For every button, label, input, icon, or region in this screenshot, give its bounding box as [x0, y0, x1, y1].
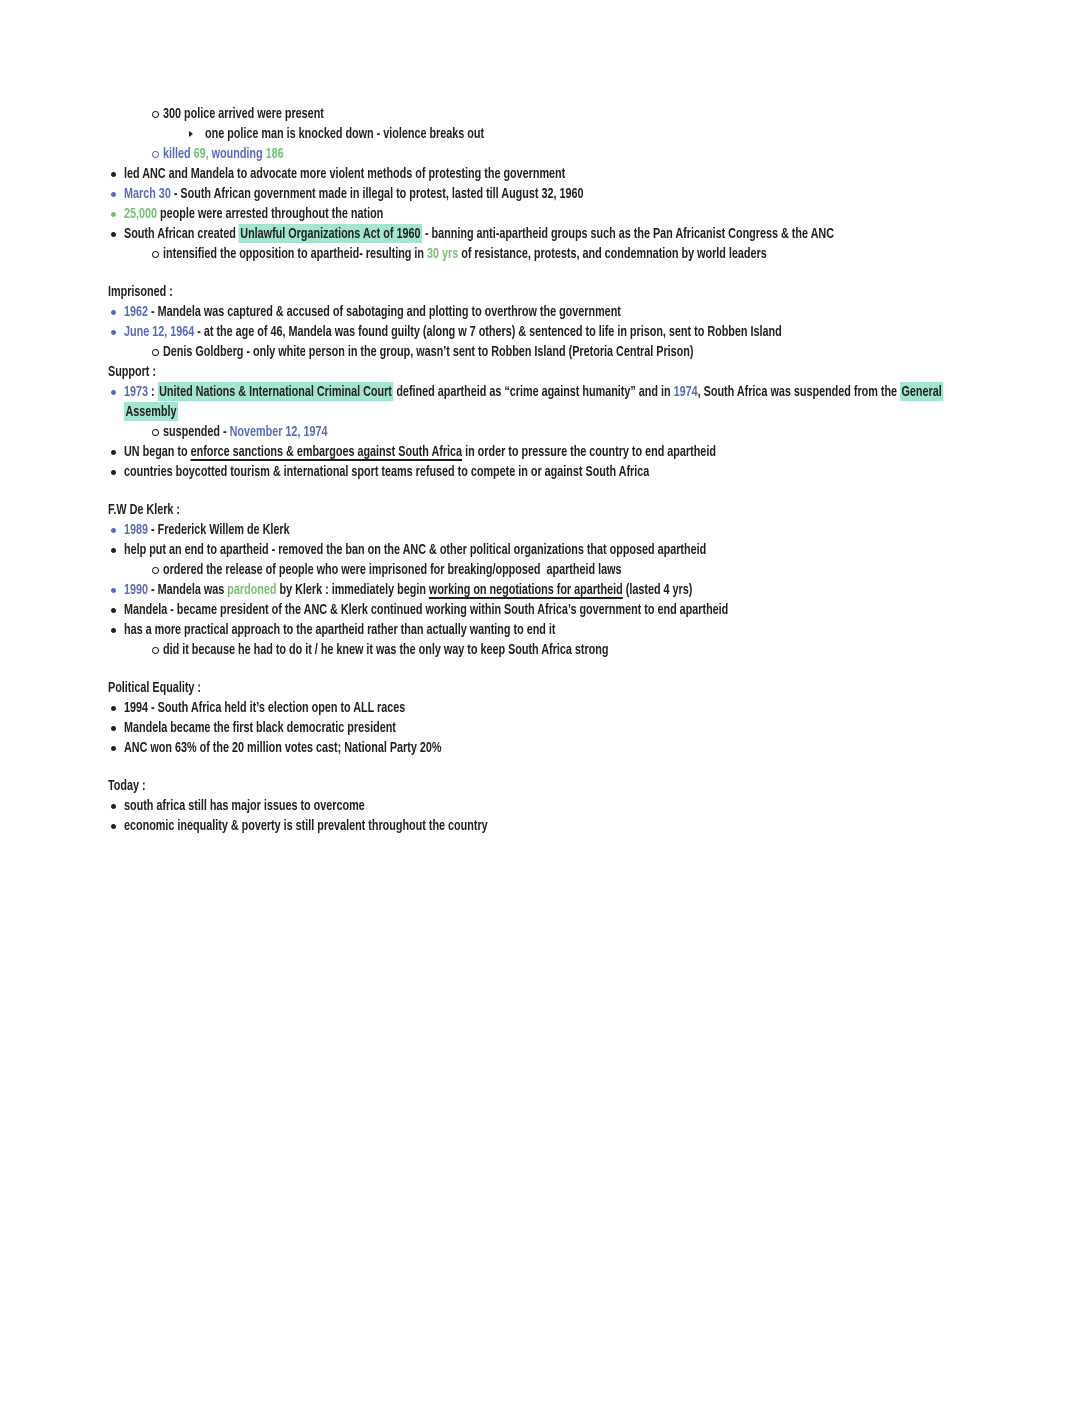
bullet-circle-icon [152, 647, 159, 654]
text-segment: wounding [208, 145, 266, 162]
note-line [108, 422, 1060, 442]
bullet-dot-icon [111, 192, 116, 197]
bullet-dot-icon [111, 172, 116, 177]
section-heading [108, 282, 1060, 302]
text-segment: 1994 - South Africa held it’s election open to ALL races [124, 699, 406, 716]
note-line [108, 540, 1060, 560]
text-segment: - Mandela was [148, 581, 228, 598]
note-line [108, 144, 1060, 164]
section-heading [108, 362, 1060, 382]
text-segment: intensified the opposition to apartheid- resulting in [163, 245, 428, 262]
note-section [108, 104, 1060, 264]
note-line-text [163, 144, 284, 164]
bullet-dot-icon [111, 528, 116, 533]
section-heading-text: Imprisoned : [108, 283, 173, 300]
bullet-circle-icon [152, 251, 159, 258]
text-segment: 30 yrs [427, 245, 459, 262]
text-segment: - banning anti-apartheid groups such as the Pan Africanist Congress & the ANC [421, 225, 834, 242]
text-segment: countries boycotted tourism & international sport teams refused to compete in or against South Africa [124, 463, 650, 480]
text-segment: 1962 [124, 303, 149, 320]
note-line-text [124, 620, 555, 640]
text-segment: South African created [124, 225, 239, 242]
text-segment: economic inequality & poverty is still prevalent throughout the country [124, 817, 488, 834]
text-segment: led ANC and Mandela to advocate more violent methods of protesting the government [124, 165, 566, 182]
note-line-text [163, 342, 693, 362]
bullet-dot-icon [111, 726, 116, 731]
note-line [108, 796, 1060, 816]
note-line [108, 104, 1060, 124]
note-line [108, 322, 1060, 342]
bullet-dot-icon [111, 746, 116, 751]
note-line-text [163, 244, 767, 264]
text-segment: people were arrested throughout the nation [157, 205, 384, 222]
note-line-text [124, 302, 621, 322]
note-line-text [124, 402, 178, 422]
note-line-text [205, 124, 484, 144]
note-line [108, 124, 1060, 144]
note-line-text [163, 104, 324, 124]
bullet-arrow-icon [189, 131, 193, 137]
note-line [108, 342, 1060, 362]
note-line-text [124, 540, 706, 560]
text-segment: enforce sanctions & embargoes against South Africa [190, 443, 463, 460]
text-segment: 1989 [124, 521, 149, 538]
text-segment: : [148, 383, 158, 400]
bullet-circle-icon [152, 429, 159, 436]
note-line-text [124, 718, 396, 738]
bullet-dot-icon [111, 212, 116, 217]
section-heading [108, 776, 1060, 796]
bullet-dot-icon [111, 824, 116, 829]
note-line [108, 184, 1060, 204]
note-line [108, 738, 1060, 758]
bullet-circle-icon [152, 567, 159, 574]
text-segment: - South African government made in illegal to protest, lasted till August 32, 1960 [170, 185, 584, 202]
text-segment: (lasted 4 yrs) [622, 581, 693, 598]
text-segment: Mandela - became president of the ANC & Klerk continued working within South Africa’s government to end apartheid [124, 601, 729, 618]
text-segment: ANC won 63% of the 20 million votes cast; National Party 20% [124, 739, 442, 756]
text-segment: 1990 [124, 581, 149, 598]
note-line [108, 640, 1060, 660]
note-line [108, 560, 1060, 580]
text-segment: killed [163, 145, 194, 162]
bullet-dot-icon [111, 548, 116, 553]
note-section [108, 678, 1060, 758]
note-line-text [163, 422, 327, 442]
text-segment: Unlawful Organizations Act of 1960 [240, 225, 421, 242]
note-line-text [124, 224, 834, 244]
note-line-text [124, 520, 290, 540]
text-segment: United Nations & International Criminal Court [159, 383, 392, 400]
note-line-text [124, 462, 649, 482]
note-line [108, 718, 1060, 738]
bullet-dot-icon [111, 628, 116, 633]
text-segment: , South Africa was suspended from the [697, 383, 901, 400]
note-line [108, 204, 1060, 224]
section-heading-text: Support : [108, 363, 156, 380]
note-line-text [124, 184, 584, 204]
bullet-circle-icon [152, 151, 159, 158]
note-line-text [124, 204, 383, 224]
text-segment: 1973 [124, 383, 149, 400]
note-line-text [124, 322, 782, 342]
note-line [108, 244, 1060, 264]
note-line-text [124, 580, 692, 600]
note-line [108, 402, 1060, 422]
note-line [108, 600, 1060, 620]
text-segment: defined apartheid as “crime against humanity” and in [393, 383, 674, 400]
bullet-dot-icon [111, 706, 116, 711]
note-line-text [124, 698, 405, 718]
text-segment: has a more practical approach to the apartheid rather than actually wanting to end it [124, 621, 556, 638]
note-line-text [163, 640, 608, 660]
note-line [108, 580, 1060, 600]
bullet-dot-icon [111, 390, 116, 395]
text-segment: General [901, 383, 942, 400]
note-line-text [124, 382, 943, 402]
bullet-dot-icon [111, 310, 116, 315]
section-heading [108, 500, 1060, 520]
text-segment: 69, [193, 145, 209, 162]
note-line-text [124, 600, 728, 620]
note-line [108, 224, 1060, 244]
bullet-dot-icon [111, 450, 116, 455]
text-segment: suspended - [163, 423, 230, 440]
bullet-circle-icon [152, 111, 159, 118]
note-line-text [124, 442, 716, 462]
text-segment: Denis Goldberg - only white person in the group, wasn’t sent to Robben Island (Pretoria Central Prison) [163, 343, 694, 360]
bullet-dot-icon [111, 330, 116, 335]
section-heading [108, 678, 1060, 698]
text-segment: 25,000 [124, 205, 158, 222]
note-line [108, 382, 1060, 402]
note-line [108, 816, 1060, 836]
note-line [108, 302, 1060, 322]
text-segment: - Frederick Willem de Klerk [148, 521, 290, 538]
note-line [108, 698, 1060, 718]
text-segment: - at the age of 46, Mandela was found guilty (along w 7 others) & sentenced to life in prison, sent to Robben Island [194, 323, 782, 340]
note-line [108, 442, 1060, 462]
section-heading-text: Today : [108, 777, 146, 794]
bullet-dot-icon [111, 608, 116, 613]
section-heading-text: F.W De Klerk : [108, 501, 181, 518]
text-segment: March 30 [124, 185, 171, 202]
note-line [108, 620, 1060, 640]
text-segment: one police man is knocked down - violence breaks out [205, 125, 485, 142]
note-line-text [124, 796, 365, 816]
note-section [108, 776, 1060, 836]
text-segment: 186 [265, 145, 284, 162]
note-section [108, 282, 1060, 362]
note-line-text [163, 560, 622, 580]
text-segment: by Klerk : immediately begin [276, 581, 429, 598]
text-segment: Assembly [125, 403, 177, 420]
text-segment: working on negotiations for apartheid [428, 581, 623, 598]
note-line [108, 164, 1060, 184]
section-heading-text: Political Equality : [108, 679, 202, 696]
bullet-circle-icon [152, 349, 159, 356]
text-segment: in order to pressure the country to end apartheid [462, 443, 716, 460]
bullet-dot-icon [111, 232, 116, 237]
note-section [108, 500, 1060, 660]
text-segment: south africa still has major issues to overcome [124, 797, 365, 814]
text-segment: UN began to [124, 443, 191, 460]
text-segment: - Mandela was captured & accused of sabotaging and plotting to overthrow the government [148, 303, 621, 320]
text-segment: Mandela became the first black democratic president [124, 719, 396, 736]
text-segment: help put an end to apartheid - removed the ban on the ANC & other political organizations that opposed apartheid [124, 541, 707, 558]
note-line [108, 520, 1060, 540]
text-segment: of resistance, protests, and condemnation by world leaders [458, 245, 767, 262]
bullet-dot-icon [111, 804, 116, 809]
note-section [108, 362, 1060, 482]
text-segment: ordered the release of people who were imprisoned for breaking/opposed apartheid laws [163, 561, 622, 578]
bullet-dot-icon [111, 588, 116, 593]
text-segment: 300 police arrived were present [163, 105, 324, 122]
text-segment: November 12, 1974 [229, 423, 328, 440]
note-line-text [124, 738, 441, 758]
text-segment: did it because he had to do it / he knew it was the only way to keep South Africa strong [163, 641, 609, 658]
text-segment: pardoned [227, 581, 277, 598]
note-line-text [124, 816, 488, 836]
text-segment: June 12, 1964 [124, 323, 195, 340]
text-segment: 1974 [673, 383, 698, 400]
note-line-text [124, 164, 565, 184]
note-line [108, 462, 1060, 482]
bullet-dot-icon [111, 470, 116, 475]
